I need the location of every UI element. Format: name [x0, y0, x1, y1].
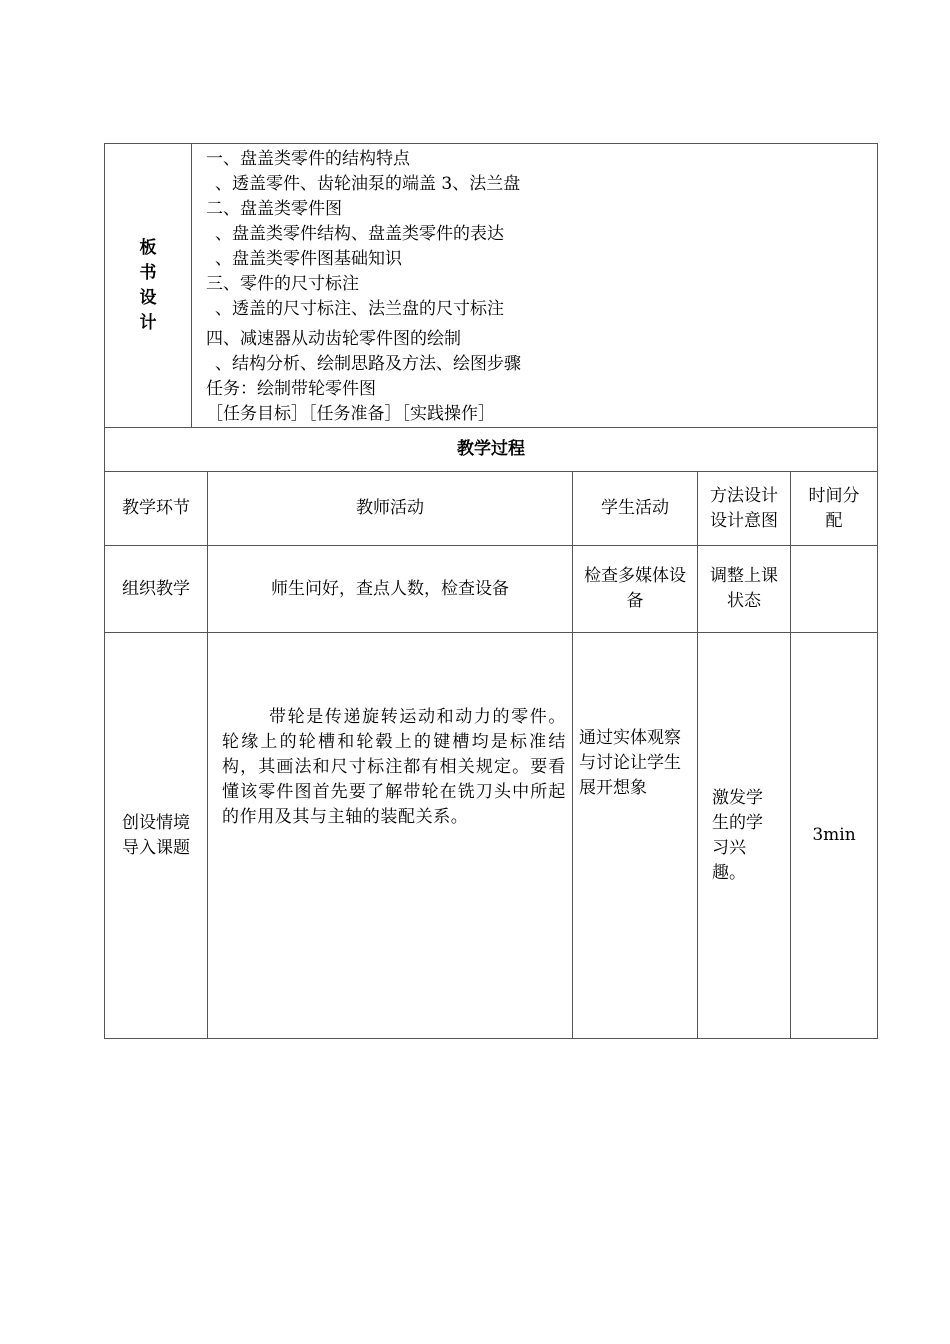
- board-line: 、盘盖类零件图基础知识: [215, 249, 402, 269]
- board-line: 三、零件的尺寸标注: [206, 274, 359, 294]
- stage-cell: 创设情境导入课题: [105, 633, 208, 1039]
- header-stage: 教学环节: [105, 472, 208, 546]
- table-row: [105, 633, 878, 1039]
- board-line: 四、减速器从动齿轮零件图的绘制: [206, 329, 461, 349]
- method-design-text: 激发学生的学习兴趣。: [712, 787, 763, 883]
- board-line: 任务：绘制带轮零件图: [206, 379, 376, 399]
- board-line: 、结构分析、绘制思路及方法、绘图步骤: [215, 354, 521, 374]
- board-line: ［任务目标］［任务准备］［实践操作］: [206, 404, 495, 424]
- table-row: [105, 546, 878, 633]
- board-design-label: 板 书 设 计: [105, 144, 192, 428]
- student-activity-cell: 通过实体观察与讨论让学生展开想象: [573, 633, 698, 1039]
- method-design-cell: [698, 633, 791, 1039]
- time-cell: 3min: [791, 633, 878, 1039]
- lesson-plan-table: [104, 143, 878, 1039]
- teacher-activity-text: 带轮是传递旋转运动和动力的零件。轮缘上的轮槽和轮毂上的键槽均是标准结构，其画法和尺寸标注都有相关规定。要看懂该零件图首先要了解带轮在铣刀头中所起的作用及其与主轴的装配关系。: [222, 707, 566, 827]
- time-cell: [791, 546, 878, 633]
- header-teacher-activity: 教师活动: [208, 472, 573, 546]
- process-title-row: [105, 428, 878, 472]
- header-time-allocation: 时间分配: [791, 472, 878, 546]
- board-design-content: [192, 144, 878, 428]
- board-line: 、盘盖类零件结构、盘盖类零件的表达: [215, 224, 504, 244]
- board-line: 二、盘盖类零件图: [206, 199, 342, 219]
- header-student-activity: 学生活动: [573, 472, 698, 546]
- process-header-row: [105, 472, 878, 546]
- header-method-design: 方法设计设计意图: [698, 472, 791, 546]
- board-line: 、透盖的尺寸标注、法兰盘的尺寸标注: [215, 299, 504, 319]
- teacher-activity-cell: 师生问好，查点人数，检查设备: [208, 546, 573, 633]
- stage-cell: 组织教学: [105, 546, 208, 633]
- process-title: 教学过程: [105, 428, 878, 472]
- teacher-activity-cell: [208, 633, 573, 1039]
- board-line: 一、盘盖类零件的结构特点: [206, 149, 410, 169]
- board-line: 、透盖零件、齿轮油泵的端盖 3、法兰盘: [215, 174, 521, 194]
- student-activity-cell: 检查多媒体设备: [573, 546, 698, 633]
- method-design-cell: 调整上课状态: [698, 546, 791, 633]
- board-design-row: [105, 144, 878, 428]
